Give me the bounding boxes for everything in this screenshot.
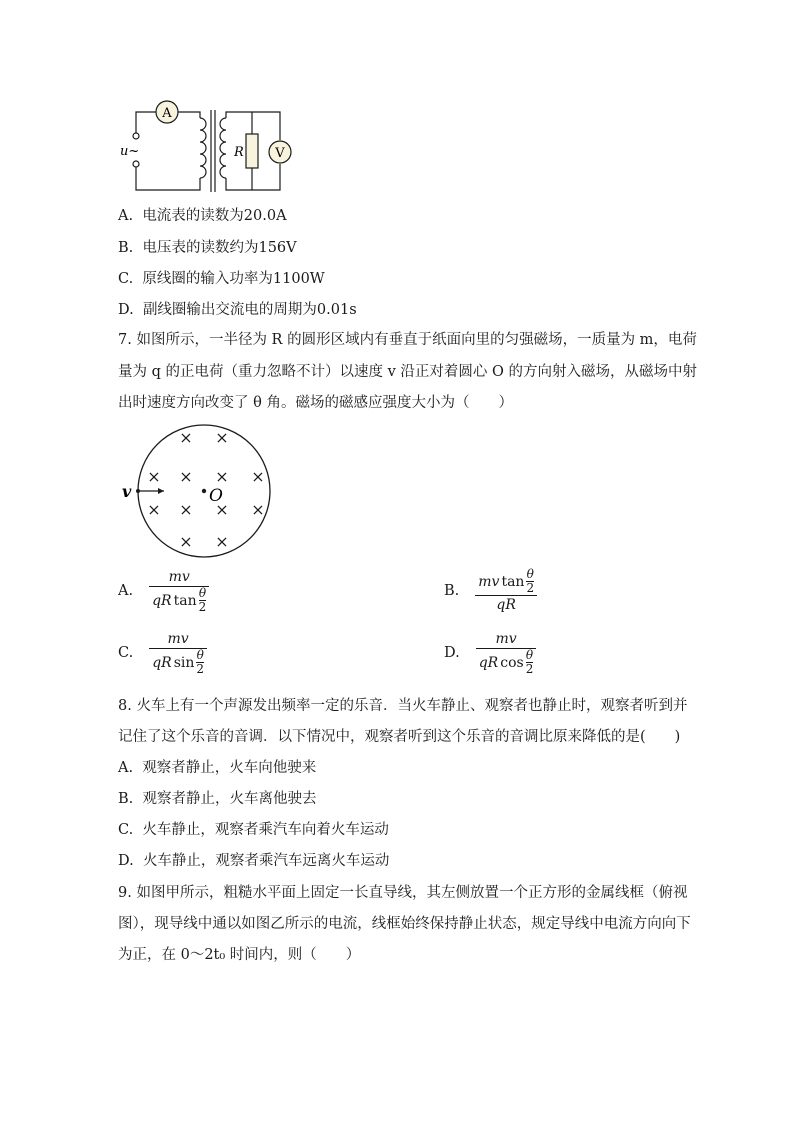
q7-option-c: C. mv qR sin θ 2 <box>118 630 207 676</box>
magnetic-field-figure <box>118 422 278 562</box>
q6-option-b: B. 电压表的读数约为156V <box>118 240 297 256</box>
source-label: u~ <box>120 144 140 159</box>
field-cross: × <box>179 467 193 486</box>
field-cross: × <box>215 467 229 486</box>
q9-stem-line-1: 9. 如图甲所示，粗糙水平面上固定一长直导线，其左侧放置一个正方形的金属线框（俯视 <box>118 885 688 901</box>
field-cross: × <box>179 532 193 551</box>
q8-option-d: D. 火车静止，观察者乘汽车远离火车运动 <box>118 853 390 869</box>
q8-option-a: A. 观察者静止，火车向他驶来 <box>118 760 317 776</box>
voltmeter-label: V <box>275 146 285 161</box>
q7-stem-line-3: 出时速度方向改变了 θ 角。磁场的磁感应强度大小为（ ） <box>118 395 513 411</box>
resistor-label: R <box>234 145 244 160</box>
center-label: O <box>209 486 223 506</box>
field-cross: × <box>147 467 161 486</box>
field-cross: × <box>215 532 229 551</box>
field-cross: × <box>215 428 229 447</box>
resistor-icon <box>246 134 258 168</box>
field-cross: × <box>251 500 265 519</box>
q7-option-b: B. mv tan θ 2 qR <box>444 568 537 614</box>
q7-option-d: D. mv qR cos θ 2 <box>444 630 536 676</box>
field-cross: × <box>179 500 193 519</box>
q7-stem-line-1: 7. 如图所示，一半径为 R 的圆形区域内有垂直于纸面向里的匀强磁场，一质量为 m，电荷 <box>118 332 697 348</box>
ammeter-label: A <box>162 106 172 121</box>
q6-option-d: D. 副线圈输出交流电的周期为0.01s <box>118 302 357 318</box>
q9-stem-line-3: 为正，在 0～2t₀ 时间内，则（ ） <box>118 947 361 963</box>
q7-stem-line-2: 量为 q 的正电荷（重力忽略不计）以速度 v 沿正对着圆心 O 的方向射入磁场，从磁场中射 <box>118 364 698 380</box>
q6-option-a: A. 电流表的读数为20.0A <box>118 208 287 224</box>
velocity-arrow-icon <box>158 488 164 494</box>
q8-option-c: C. 火车静止，观察者乘汽车向着火车运动 <box>118 822 389 838</box>
field-cross: × <box>179 428 193 447</box>
center-dot <box>202 489 206 493</box>
field-cross: × <box>147 500 161 519</box>
velocity-label: v <box>122 482 132 501</box>
field-cross: × <box>251 467 265 486</box>
field-cross: × <box>215 500 229 519</box>
transformer-circuit-figure <box>112 98 302 198</box>
q8-option-b: B. 观察者静止，火车离他驶去 <box>118 791 317 807</box>
q8-stem-line-2: 记住了这个乐音的音调．以下情况中，观察者听到这个乐音的音调比原来降低的是( ) <box>118 729 681 745</box>
q7-option-a: A. mv qR tan θ 2 <box>118 568 209 614</box>
q9-stem-line-2: 图），现导线中通以如图乙所示的电流，线框始终保持静止状态，规定导线中电流方向向下 <box>118 916 691 932</box>
q8-stem-line-1: 8. 火车上有一个声源发出频率一定的乐音．当火车静止、观察者也静止时，观察者听到并 <box>118 698 688 714</box>
q6-option-c: C. 原线圈的输入功率为1100W <box>118 271 325 287</box>
